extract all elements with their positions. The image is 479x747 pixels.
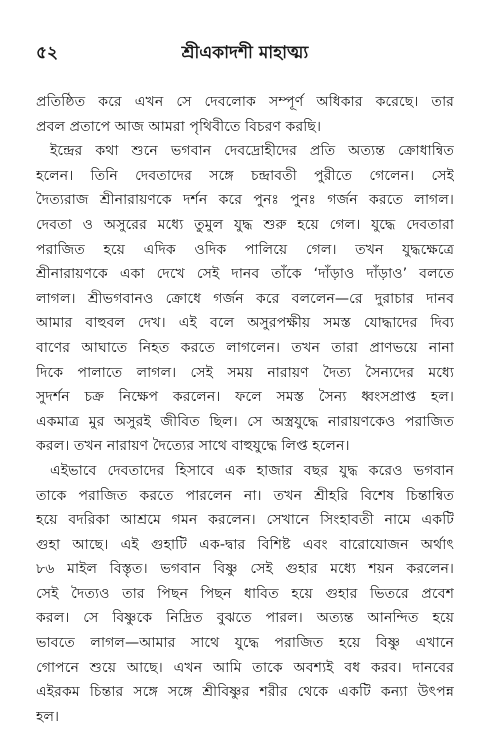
text-line: সুদর্শন চক্র নিক্ষেপ করলেন। ফলে সমস্ত সৈন্য ধ্বংসপ্রাপ্ত হল। bbox=[36, 389, 454, 406]
text-line: ভাবতে লাগল—আমার সাথে যুদ্ধে পরাজিত হয়ে বিষ্ণু এখানে bbox=[36, 635, 454, 652]
text-line: লাগল। শ্রীভগবানও ক্রোধে গর্জন করে বললেন—রে দুরাচার দানব bbox=[36, 290, 454, 307]
page-number: ৫২ bbox=[36, 43, 59, 63]
text-line: সেই দৈত্যও তার পিছন পিছন ধাবিত হয়ে গুহার ভিতরে প্রবেশ bbox=[36, 585, 454, 602]
running-title: শ্রীএকাদশী মাহাত্ম্য bbox=[181, 43, 309, 63]
text-line: দিকে পালাতে লাগল। সেই সময় নারায়ণ দৈত্য সৈন্যদের মধ্যে bbox=[36, 364, 454, 381]
text-line: হয়ে বদরিকা আশ্রমে গমন করলেন। সেখানে সিংহাবতী নামে একটি bbox=[36, 512, 454, 529]
text-line: ইন্দ্রের কথা শুনে ভগবান দেবদ্রোহীদের প্রতি অত্যন্ত ক্রোধান্বিত bbox=[50, 143, 454, 160]
text-line: তাকে পরাজিত করতে পারলেন না। তখন শ্রীহরি বিশেষ চিন্তান্বিত bbox=[36, 487, 454, 504]
text-line: এইরকম চিন্তার সঙ্গে সঙ্গে শ্রীবিষ্ণুর শরীর থেকে একটি কন্যা উৎপন্ন bbox=[36, 684, 454, 701]
text-line: করল। সে বিষ্ণুকে নিদ্রিত বুঝতে পারল। অত্যন্ত আনন্দিত হয়ে bbox=[36, 610, 454, 627]
body-text bbox=[36, 90, 454, 729]
text-line: হল। bbox=[36, 708, 60, 725]
book-page bbox=[36, 40, 454, 730]
text-line: এইভাবে দেবতাদের হিসাবে এক হাজার বছর যুদ্ধ করেও ভগবান bbox=[50, 462, 454, 479]
text-line: হলেন। তিনি দেবতাদের সঙ্গে চন্দ্রাবতী পুরীতে গেলেন। সেই bbox=[36, 167, 454, 184]
text-line: গুহা আছে। এই গুহাটি এক-দ্বার বিশিষ্ট এবং বারোযোজন অর্থাৎ bbox=[36, 536, 454, 553]
text-line: করল। তখন নারায়ণ দৈত্যের সাথে বাহুযুদ্ধে লিপ্ত হলেন। bbox=[36, 438, 350, 455]
text-line: শ্রীনারায়ণকে একা দেখে সেই দানব তাঁকে ‘দাঁড়াও দাঁড়াও’ বলতে bbox=[36, 266, 454, 283]
text-line: গোপনে শুয়ে আছে। এখন আমি তাকে অবশ্যই বধ করব। দানবের bbox=[36, 659, 454, 676]
text-line: আমার বাহুবল দেখ। এই বলে অসুরপক্ষীয় সমস্ত যোদ্ধাদের দিব্য bbox=[36, 315, 454, 332]
text-line: পরাজিত হয়ে এদিক ওদিক পালিয়ে গেল। তখন যুদ্ধক্ষেত্রে bbox=[36, 241, 454, 258]
text-line: দৈত্যরাজ শ্রীনারায়ণকে দর্শন করে পুনঃ পুনঃ গর্জন করতে লাগল। bbox=[36, 192, 454, 209]
text-line: প্রতিষ্ঠিত করে এখন সে দেবলোক সম্পূর্ণ অধিকার করেছে। তার bbox=[36, 94, 454, 110]
text-line: ৮৬ মাইল বিস্তৃত। ভগবান বিষ্ণু সেই গুহার মধ্যে শয়ন করলেন। bbox=[36, 561, 454, 578]
text-line: বাণের আঘাতে নিহত করতে লাগলেন। তখন তারা প্রাণভয়ে নানা bbox=[36, 339, 454, 356]
text-line: একমাত্র মুর অসুরই জীবিত ছিল। সে অস্ত্রযুদ্ধে নারায়ণকেও পরাজিত bbox=[36, 413, 454, 430]
text-line: প্রবল প্রতাপে আজ আমরা পৃথিবীতে বিচরণ করছি। bbox=[36, 118, 322, 135]
text-line: দেবতা ও অসুরের মধ্যে তুমুল যুদ্ধ শুরু হয়ে গেল। যুদ্ধে দেবতারা bbox=[36, 216, 454, 233]
page-header bbox=[36, 40, 454, 68]
